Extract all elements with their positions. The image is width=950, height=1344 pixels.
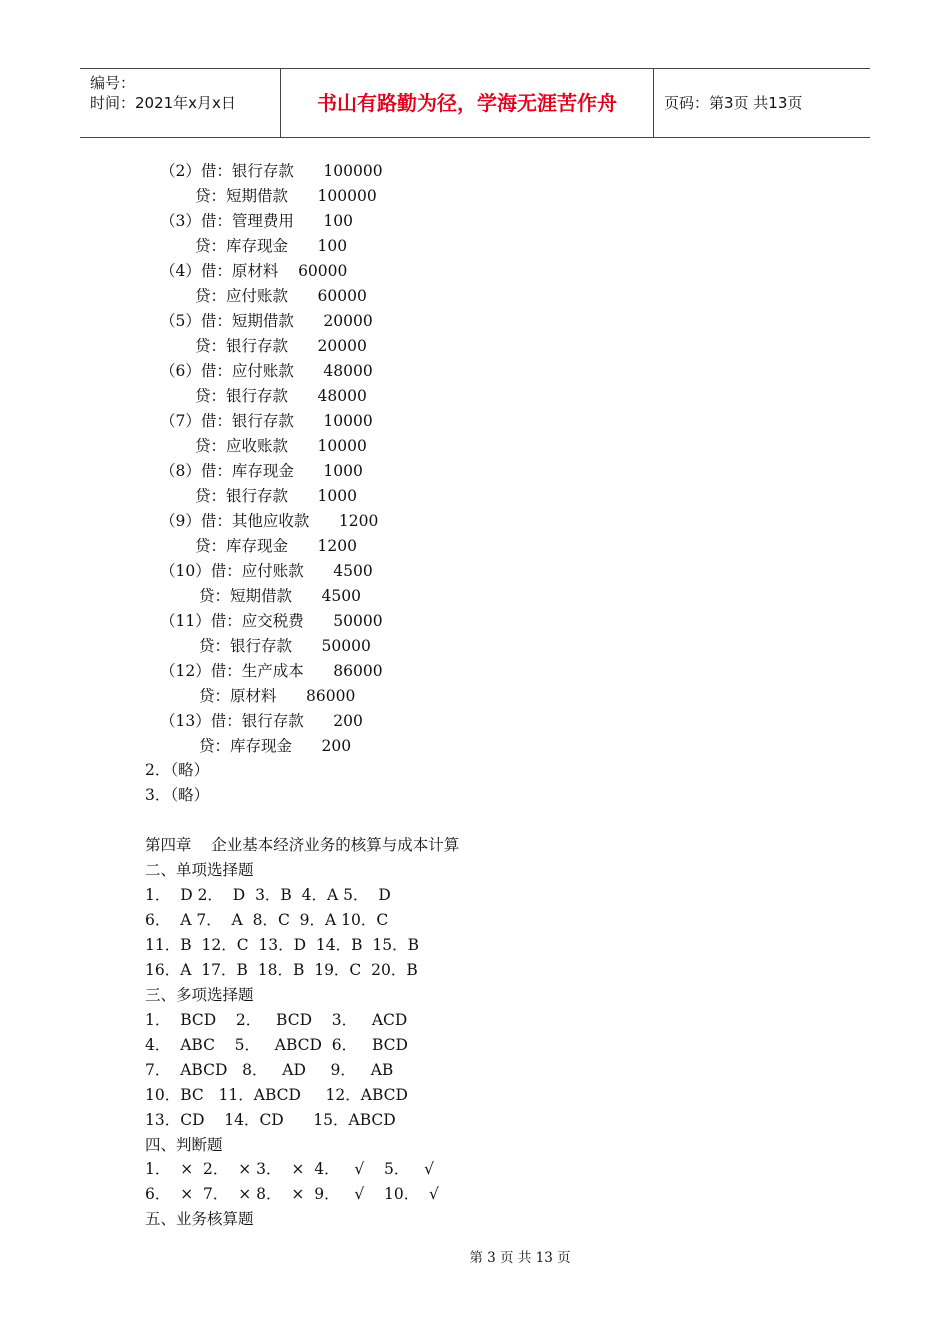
text-line: 贷：应付账款 60000 [195,287,367,305]
text-line: 贷：库存现金 100 [195,237,348,255]
text-line: （3）借：管理费用 100 [160,212,354,230]
text-line: （5）借：短期借款 20000 [160,312,373,330]
text-line: 6． A 7． A 8．C 9．A 10．C [145,911,389,929]
text-line: 10．BC 11．ABCD 12．ABCD [145,1086,408,1104]
text-line: 贷：库存现金 200 [199,737,352,755]
section-heading: 二、单项选择题 [145,861,254,879]
text-line: 贷：银行存款 20000 [195,337,367,355]
text-line: 11．B 12．C 13．D 14．B 15．B [145,936,419,954]
text-line: （7）借：银行存款 10000 [160,412,373,430]
text-line: 3．（略） [145,786,210,804]
header-page-number: 页码：第3页 共13页 [664,94,803,112]
text-line: （11）借：应交税费 50000 [160,612,383,630]
text-line: （10）借：应付账款 4500 [160,562,373,580]
text-line: （9）借：其他应收款 1200 [160,512,379,530]
serial-label: 编号： [90,74,136,92]
text-line: 贷：应收账款 10000 [195,437,367,455]
page-footer: 第 3 页 共 13 页 [469,1250,571,1266]
text-line: 贷：银行存款 50000 [199,637,371,655]
section-heading: 五、业务核算题 [145,1210,254,1228]
section-heading: 三、多项选择题 [145,986,254,1004]
text-line: 4． ABC 5． ABCD 6． BCD [145,1036,408,1054]
chapter-title: 第四章 企业基本经济业务的核算与成本计算 [145,836,460,854]
text-line: 贷：短期借款 100000 [195,187,377,205]
text-line: （8）借：库存现金 1000 [160,462,363,480]
text-line: 16．A 17．B 18．B 19．C 20．B [145,961,418,979]
text-line: （2）借：银行存款 100000 [160,162,383,180]
section-heading: 四、判断题 [145,1136,223,1154]
text-line: 1． × 2． × 3． × 4． √ 5． √ [145,1160,434,1178]
text-line: （13）借：银行存款 200 [160,712,363,730]
text-line: 贷：银行存款 48000 [195,387,367,405]
text-line: 7． ABCD 8． AD 9． AB [145,1061,394,1079]
text-line: 贷：原材料 86000 [199,687,356,705]
text-line: 1． D 2． D 3．B 4．A 5． D [145,886,391,904]
text-line: 2．（略） [145,761,210,779]
text-line: 13．CD 14．CD 15．ABCD [145,1111,396,1129]
text-line: （4）借：原材料 60000 [160,262,348,280]
text-line: 贷：库存现金 1200 [195,537,358,555]
text-line: 6． × 7． × 8． × 9． √ 10． √ [145,1185,439,1203]
text-line: （12）借：生产成本 86000 [160,662,383,680]
header-motto: 书山有路勤为径，学海无涯苦作舟 [281,69,654,137]
text-line: 贷：短期借款 4500 [199,587,362,605]
time-label: 时间：2021年x月x日 [90,94,236,112]
text-line: 贷：银行存款 1000 [195,487,358,505]
text-line: 1． BCD 2． BCD 3． ACD [145,1011,408,1029]
text-line: （6）借：应付账款 48000 [160,362,373,380]
